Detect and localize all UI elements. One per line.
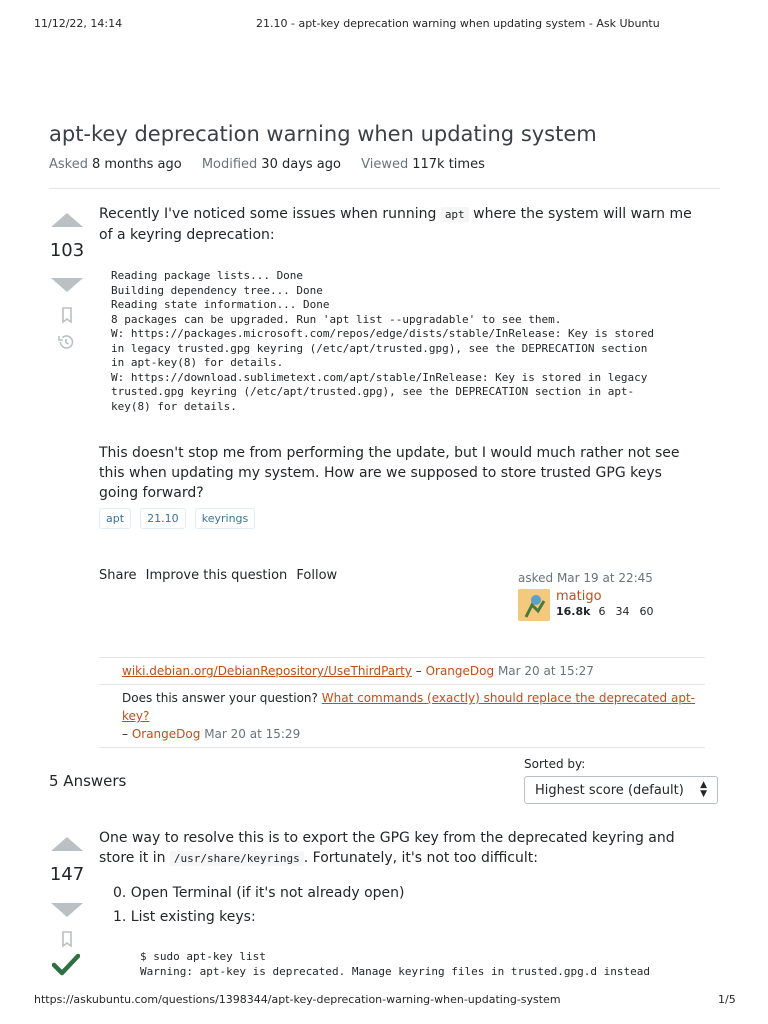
asked-label: Asked bbox=[49, 157, 88, 172]
bronze-badges: 60 bbox=[639, 605, 654, 618]
question-p1-after: where the system will warn me of a keyring deprecation: bbox=[99, 206, 692, 243]
comments-list bbox=[99, 657, 705, 748]
comment-date[interactable]: Mar 20 at 15:27 bbox=[497, 664, 594, 678]
accepted-checkmark-icon bbox=[52, 953, 80, 977]
answer-code-block: $ sudo apt-key list Warning: apt-key is deprecated. Manage keyring files in trusted.gpg.d instead bbox=[140, 950, 650, 978]
comment-dash: – bbox=[415, 664, 422, 678]
question-downvote-button[interactable] bbox=[51, 278, 83, 292]
answer-score: 147 bbox=[49, 864, 85, 885]
answer-p1-before: One way to resolve this is to export the GPG key from the deprecated keyring and store it in bbox=[99, 830, 675, 866]
select-arrows-icon: ▲ ▼ bbox=[700, 780, 707, 799]
asked-value: 8 months ago bbox=[91, 157, 182, 172]
inline-code-keyrings-path: /usr/share/keyrings bbox=[170, 851, 304, 866]
question-score: 103 bbox=[49, 240, 85, 261]
question-code-block: Reading package lists... Done Building dependency tree... Done Reading state information... Done 8 packages can be upgraded. Run 'apt list --upgradable' to see them. W: https://packages.microsoft.com/repos/edge/dists/stable/InRelease: Key is stored in legacy trusted.gpg keyring (/etc/apt/trusted.gpg), see the DEPRECATION section in apt-key(8) for details. W: https://download.sublimetext.com/apt/stable/InRelease: Key is stored in legacy trusted.gpg keyring (/etc/apt/trusted.gpg), see the DEPRECATION section in apt- key(8) for details. bbox=[111, 269, 655, 413]
tag-keyrings[interactable]: keyrings bbox=[195, 508, 256, 529]
question-body-paragraph-1 bbox=[99, 204, 699, 245]
comment-user-link[interactable]: OrangeDog bbox=[425, 664, 495, 678]
reputation-score: 16.8k bbox=[556, 605, 591, 618]
tag-apt[interactable]: apt bbox=[99, 508, 131, 529]
list-item: 0. Open Terminal (if it's not already open) bbox=[113, 885, 405, 901]
inline-code-apt: apt bbox=[441, 207, 469, 222]
comment-date[interactable]: Mar 20 at 15:29 bbox=[204, 727, 301, 741]
question-title[interactable]: apt-key deprecation warning when updating system bbox=[49, 122, 597, 146]
answer-steps-list bbox=[113, 885, 404, 933]
print-datetime: 11/12/22, 14:14 bbox=[34, 17, 123, 30]
modified-value[interactable]: 30 days ago bbox=[261, 157, 341, 172]
share-link[interactable]: Share bbox=[99, 568, 137, 583]
sort-selected-value: Highest score (default) bbox=[535, 783, 684, 798]
viewed-label: Viewed bbox=[361, 157, 409, 172]
comment bbox=[99, 658, 705, 685]
improve-question-link[interactable]: Improve this question bbox=[145, 568, 288, 583]
print-url: https://askubuntu.com/questions/1398344/apt-key-deprecation-warning-when-updating-system bbox=[34, 993, 561, 1006]
question-upvote-button[interactable] bbox=[51, 213, 83, 227]
asked-timestamp: asked Mar 19 at 22:45 bbox=[518, 571, 653, 585]
question-tags bbox=[99, 507, 259, 529]
comment-prefix: Does this answer your question? bbox=[122, 691, 318, 705]
comment-link[interactable]: What commands (exactly) should replace the deprecated apt-key? bbox=[122, 691, 695, 723]
comment-link[interactable]: wiki.debian.org/DebianRepository/UseThirdParty bbox=[122, 664, 412, 678]
list-item: 1. List existing keys: bbox=[113, 909, 256, 925]
question-body-paragraph-2: This doesn't stop me from performing the update, but I would much rather not see this when updating my system. How are we supposed to store trusted GPG keys going forward? bbox=[99, 445, 680, 501]
question-post-menu bbox=[99, 568, 342, 583]
silver-badges: 34 bbox=[615, 605, 630, 618]
print-page-title: 21.10 - apt-key deprecation warning when updating system - Ask Ubuntu bbox=[256, 17, 660, 30]
comment-dash: – bbox=[122, 727, 128, 741]
author-reputation bbox=[556, 605, 663, 618]
bookmark-icon[interactable] bbox=[57, 929, 77, 949]
bookmark-icon[interactable] bbox=[57, 305, 77, 325]
sorted-by-label: Sorted by: bbox=[524, 757, 586, 771]
sort-select[interactable] bbox=[524, 776, 718, 804]
answers-count: 5 Answers bbox=[49, 772, 127, 790]
viewed-value: 117k times bbox=[412, 157, 485, 172]
print-page-number: 1/5 bbox=[718, 993, 736, 1006]
follow-link[interactable]: Follow bbox=[296, 568, 338, 583]
history-icon[interactable] bbox=[56, 332, 76, 352]
comment-user-link[interactable]: OrangeDog bbox=[131, 727, 201, 741]
modified-label: Modified bbox=[201, 157, 258, 172]
answer-body-paragraph-1 bbox=[99, 828, 709, 869]
gold-badges: 6 bbox=[598, 605, 606, 618]
answer-upvote-button[interactable] bbox=[51, 837, 83, 851]
avatar[interactable] bbox=[518, 589, 550, 621]
comment bbox=[99, 685, 705, 748]
title-divider bbox=[49, 188, 720, 189]
question-p1-before: Recently I've noticed some issues when running bbox=[99, 206, 437, 222]
question-meta bbox=[49, 157, 501, 172]
tag-21-10[interactable]: 21.10 bbox=[140, 508, 186, 529]
answer-p1-after: . Fortunately, it's not too difficult: bbox=[303, 850, 538, 866]
author-username-link[interactable]: matigo bbox=[556, 589, 602, 604]
answer-downvote-button[interactable] bbox=[51, 903, 83, 917]
